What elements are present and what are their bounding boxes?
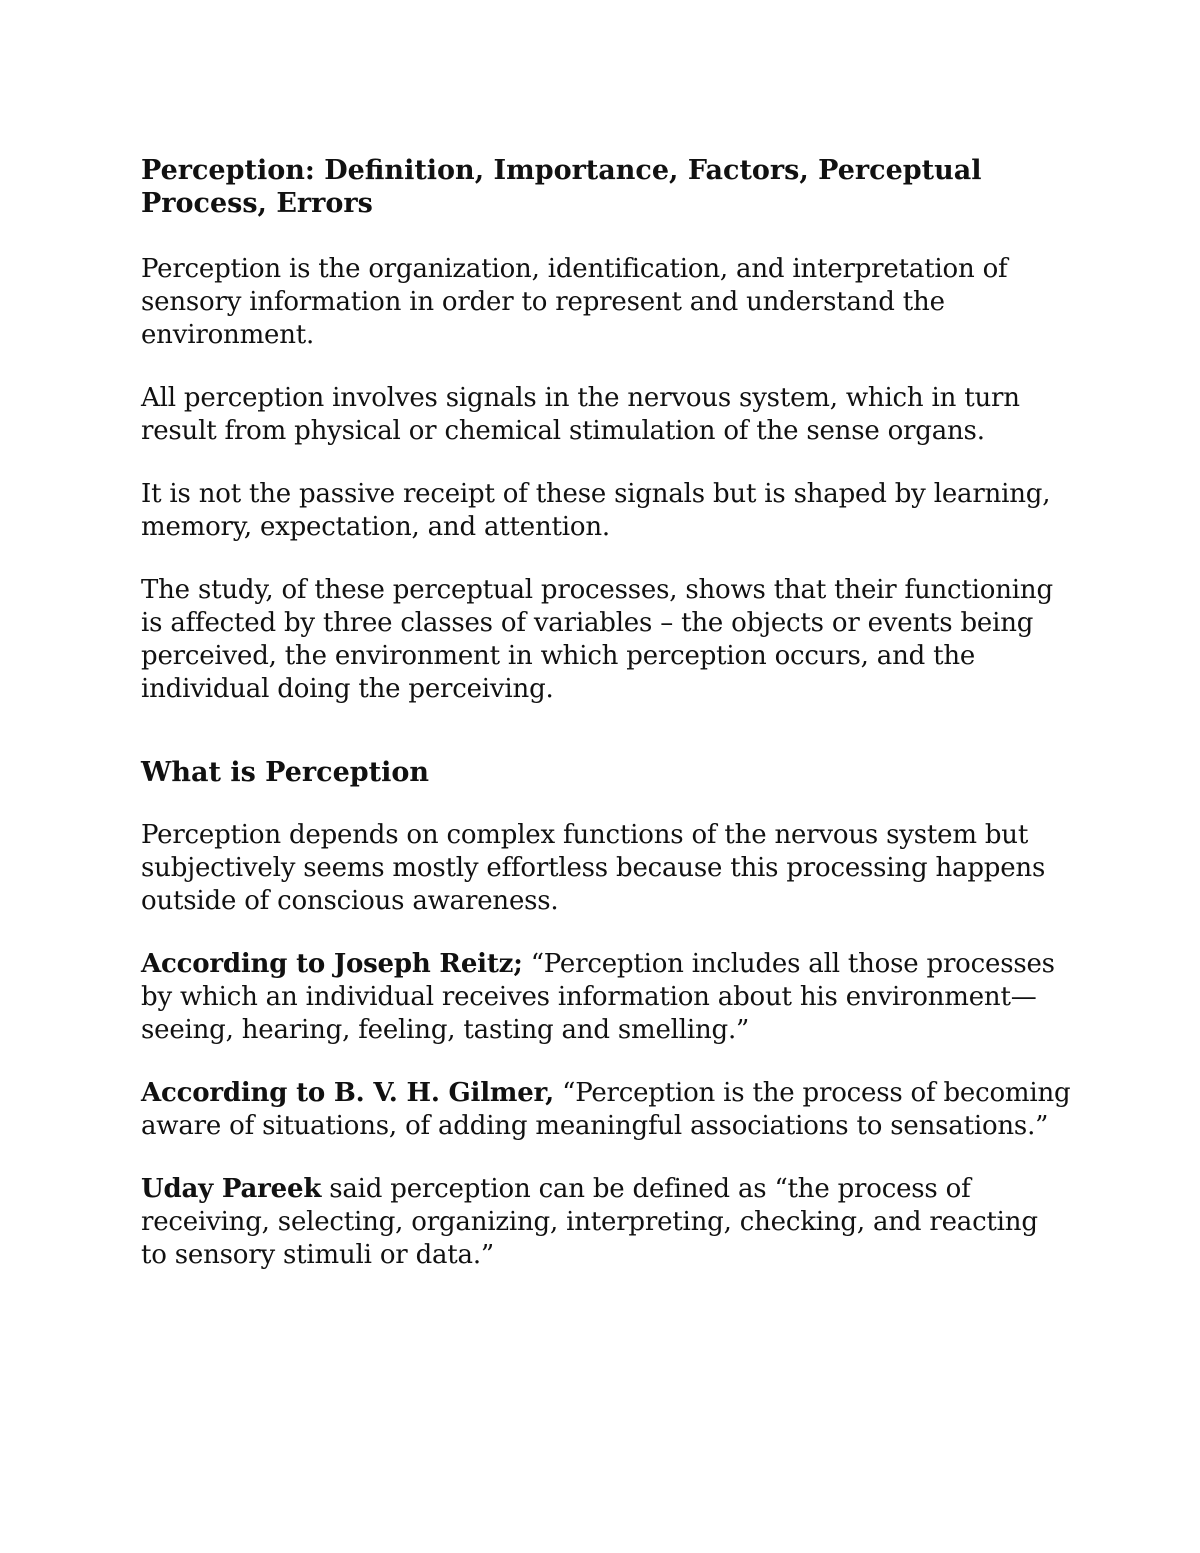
- quote-lead: According to Joseph Reitz;: [141, 949, 523, 979]
- quote-text: “Perception includes all those processes by which an individual receives information about his environment—seeing, hearing, feeling, tasting and smelling.”: [141, 949, 1055, 1045]
- quote-joseph-reitz: [141, 948, 1071, 1047]
- paragraph-signals: All perception involves signals in the nervous system, which in turn result from physical or chemical stimulation of the sense organs.: [141, 383, 1020, 446]
- quote-text: said perception can be defined as “the process of receiving, selecting, organizing, interpreting, checking, and reacting to sensory stimuli or data.”: [141, 1174, 1038, 1270]
- quote-gilmer: [141, 1077, 1071, 1143]
- quote-uday-pareek: [141, 1173, 1071, 1272]
- paragraph-nervous-system: Perception depends on complex functions of the nervous system but subjectively seems mostly effortless because this processing happens outside of conscious awareness.: [141, 820, 1046, 916]
- document-body: [141, 154, 1071, 1302]
- document-title: Perception: Definition, Importance, Factors, Perceptual Process, Errors: [141, 155, 982, 219]
- paragraph-passive-receipt: It is not the passive receipt of these signals but is shaped by learning, memory, expectation, and attention.: [141, 479, 1051, 542]
- section-heading: What is Perception: [141, 757, 430, 788]
- quote-lead: According to B. V. H. Gilmer,: [141, 1078, 555, 1108]
- quote-text: “Perception is the process of becoming aware of situations, of adding meaningful associations to sensations.”: [141, 1078, 1071, 1141]
- quote-lead: Uday Pareek: [141, 1174, 322, 1204]
- paragraph-definition: Perception is the organization, identification, and interpretation of sensory information in order to represent and understand the environment.: [141, 254, 1008, 350]
- paragraph-variables: The study, of these perceptual processes, shows that their functioning is affected by three classes of variables – the objects or events being perceived, the environment in which perception occurs, and the individual doing the perceiving.: [141, 575, 1053, 704]
